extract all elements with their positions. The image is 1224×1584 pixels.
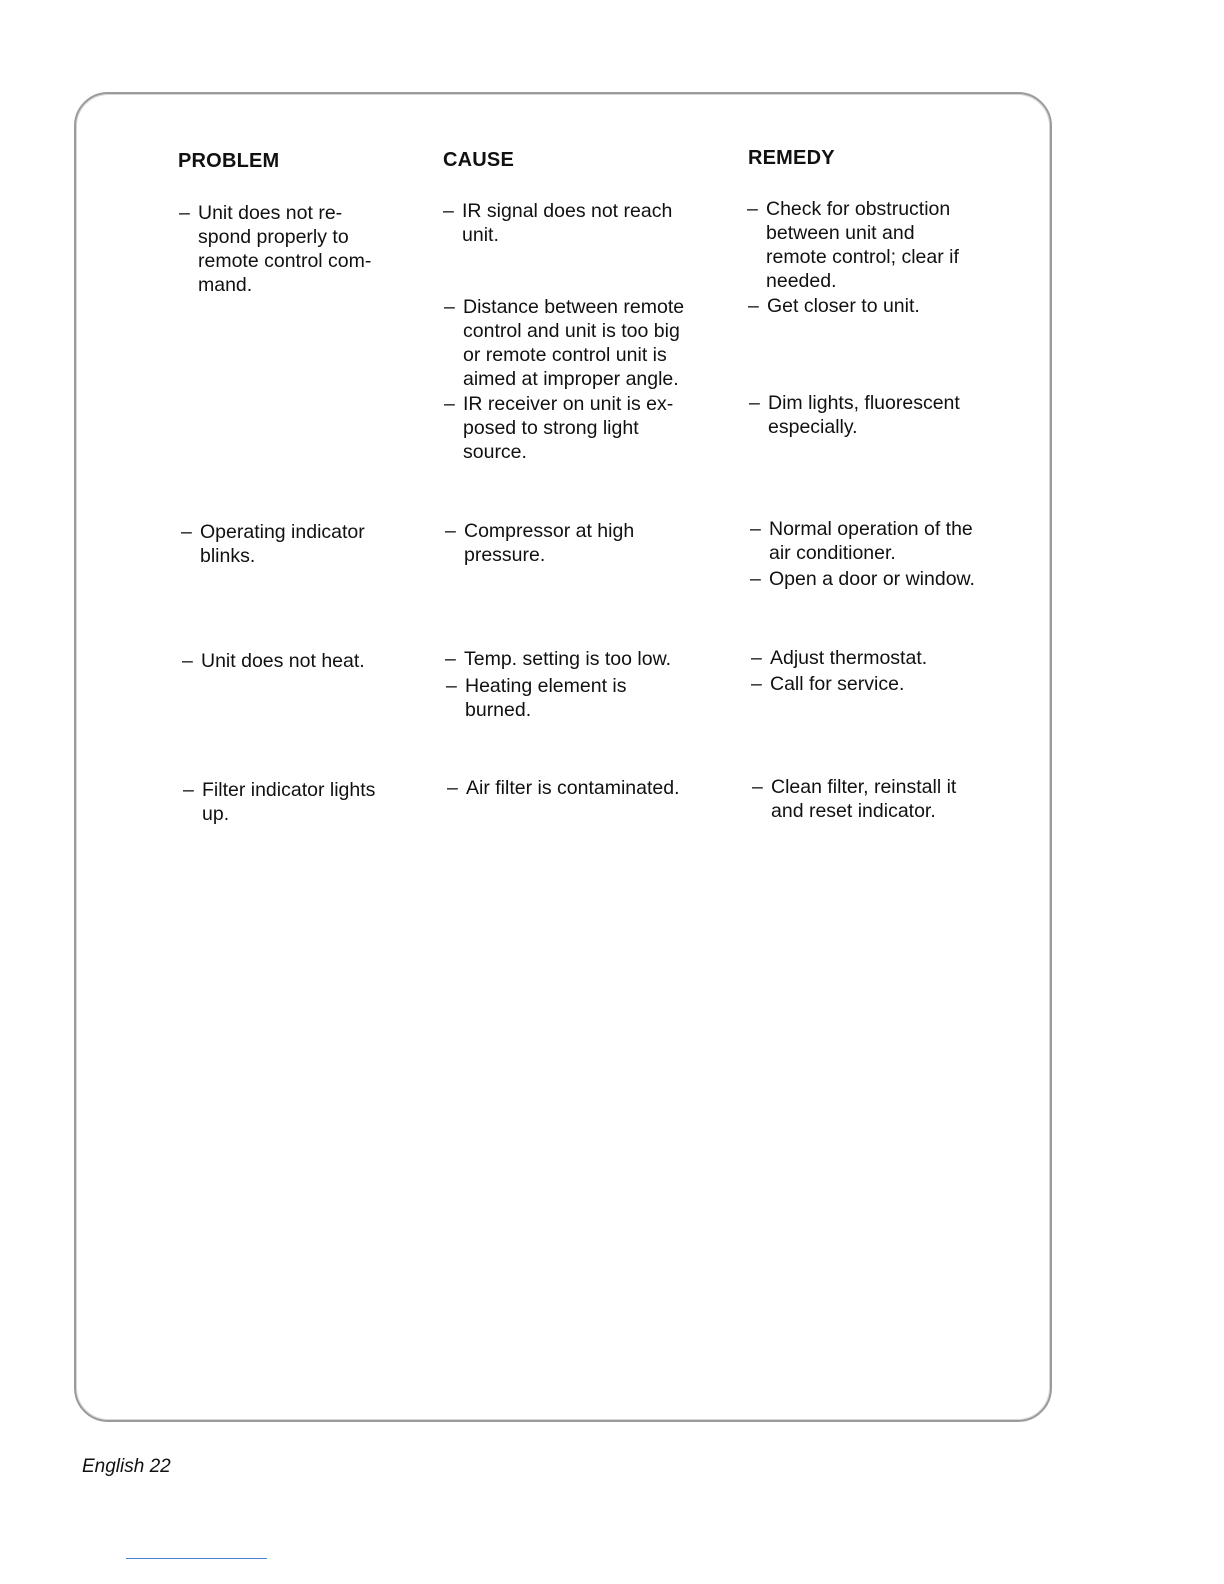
cause-item: – Air filter is contaminated. [447, 777, 680, 799]
remedy-item: – Call for service. [751, 673, 905, 695]
cause-item: – IR signal does not reach unit. [443, 200, 673, 246]
cause-item: – Compressor at high pressure. [445, 520, 635, 566]
problem-item: – Unit does not re- spond properly to remote control com- mand. [179, 202, 372, 296]
problem-header: PROBLEM [178, 150, 280, 172]
page-footer-label: English 22 [82, 1456, 171, 1477]
remedy-item: – Dim lights, fluorescent especially. [749, 392, 960, 438]
problem-item: – Unit does not heat. [182, 650, 365, 672]
remedy-item: – Clean filter, reinstall it and reset indicator. [752, 776, 957, 822]
remedy-item: – Get closer to unit. [748, 295, 920, 317]
cause-item: – Distance between remote control and unit is too big or remote control unit is aimed at improper angle. [444, 296, 685, 390]
remedy-item: – Adjust thermostat. [751, 647, 928, 669]
remedy-item: – Check for obstruction between unit and remote control; clear if needed. [747, 198, 959, 292]
problem-item: – Operating indicator blinks. [181, 521, 365, 567]
problem-item: – Filter indicator lights up. [183, 779, 376, 825]
cause-item: – Heating element is burned. [446, 675, 627, 721]
footer-rule [126, 1558, 267, 1559]
remedy-header: REMEDY [748, 147, 835, 169]
remedy-item: – Normal operation of the air conditioner. [750, 518, 973, 564]
cause-header: CAUSE [443, 149, 515, 171]
remedy-item: – Open a door or window. [750, 568, 975, 590]
cause-item: – Temp. setting is too low. [445, 648, 672, 670]
cause-item: – IR receiver on unit is ex- posed to strong light source. [444, 393, 674, 463]
